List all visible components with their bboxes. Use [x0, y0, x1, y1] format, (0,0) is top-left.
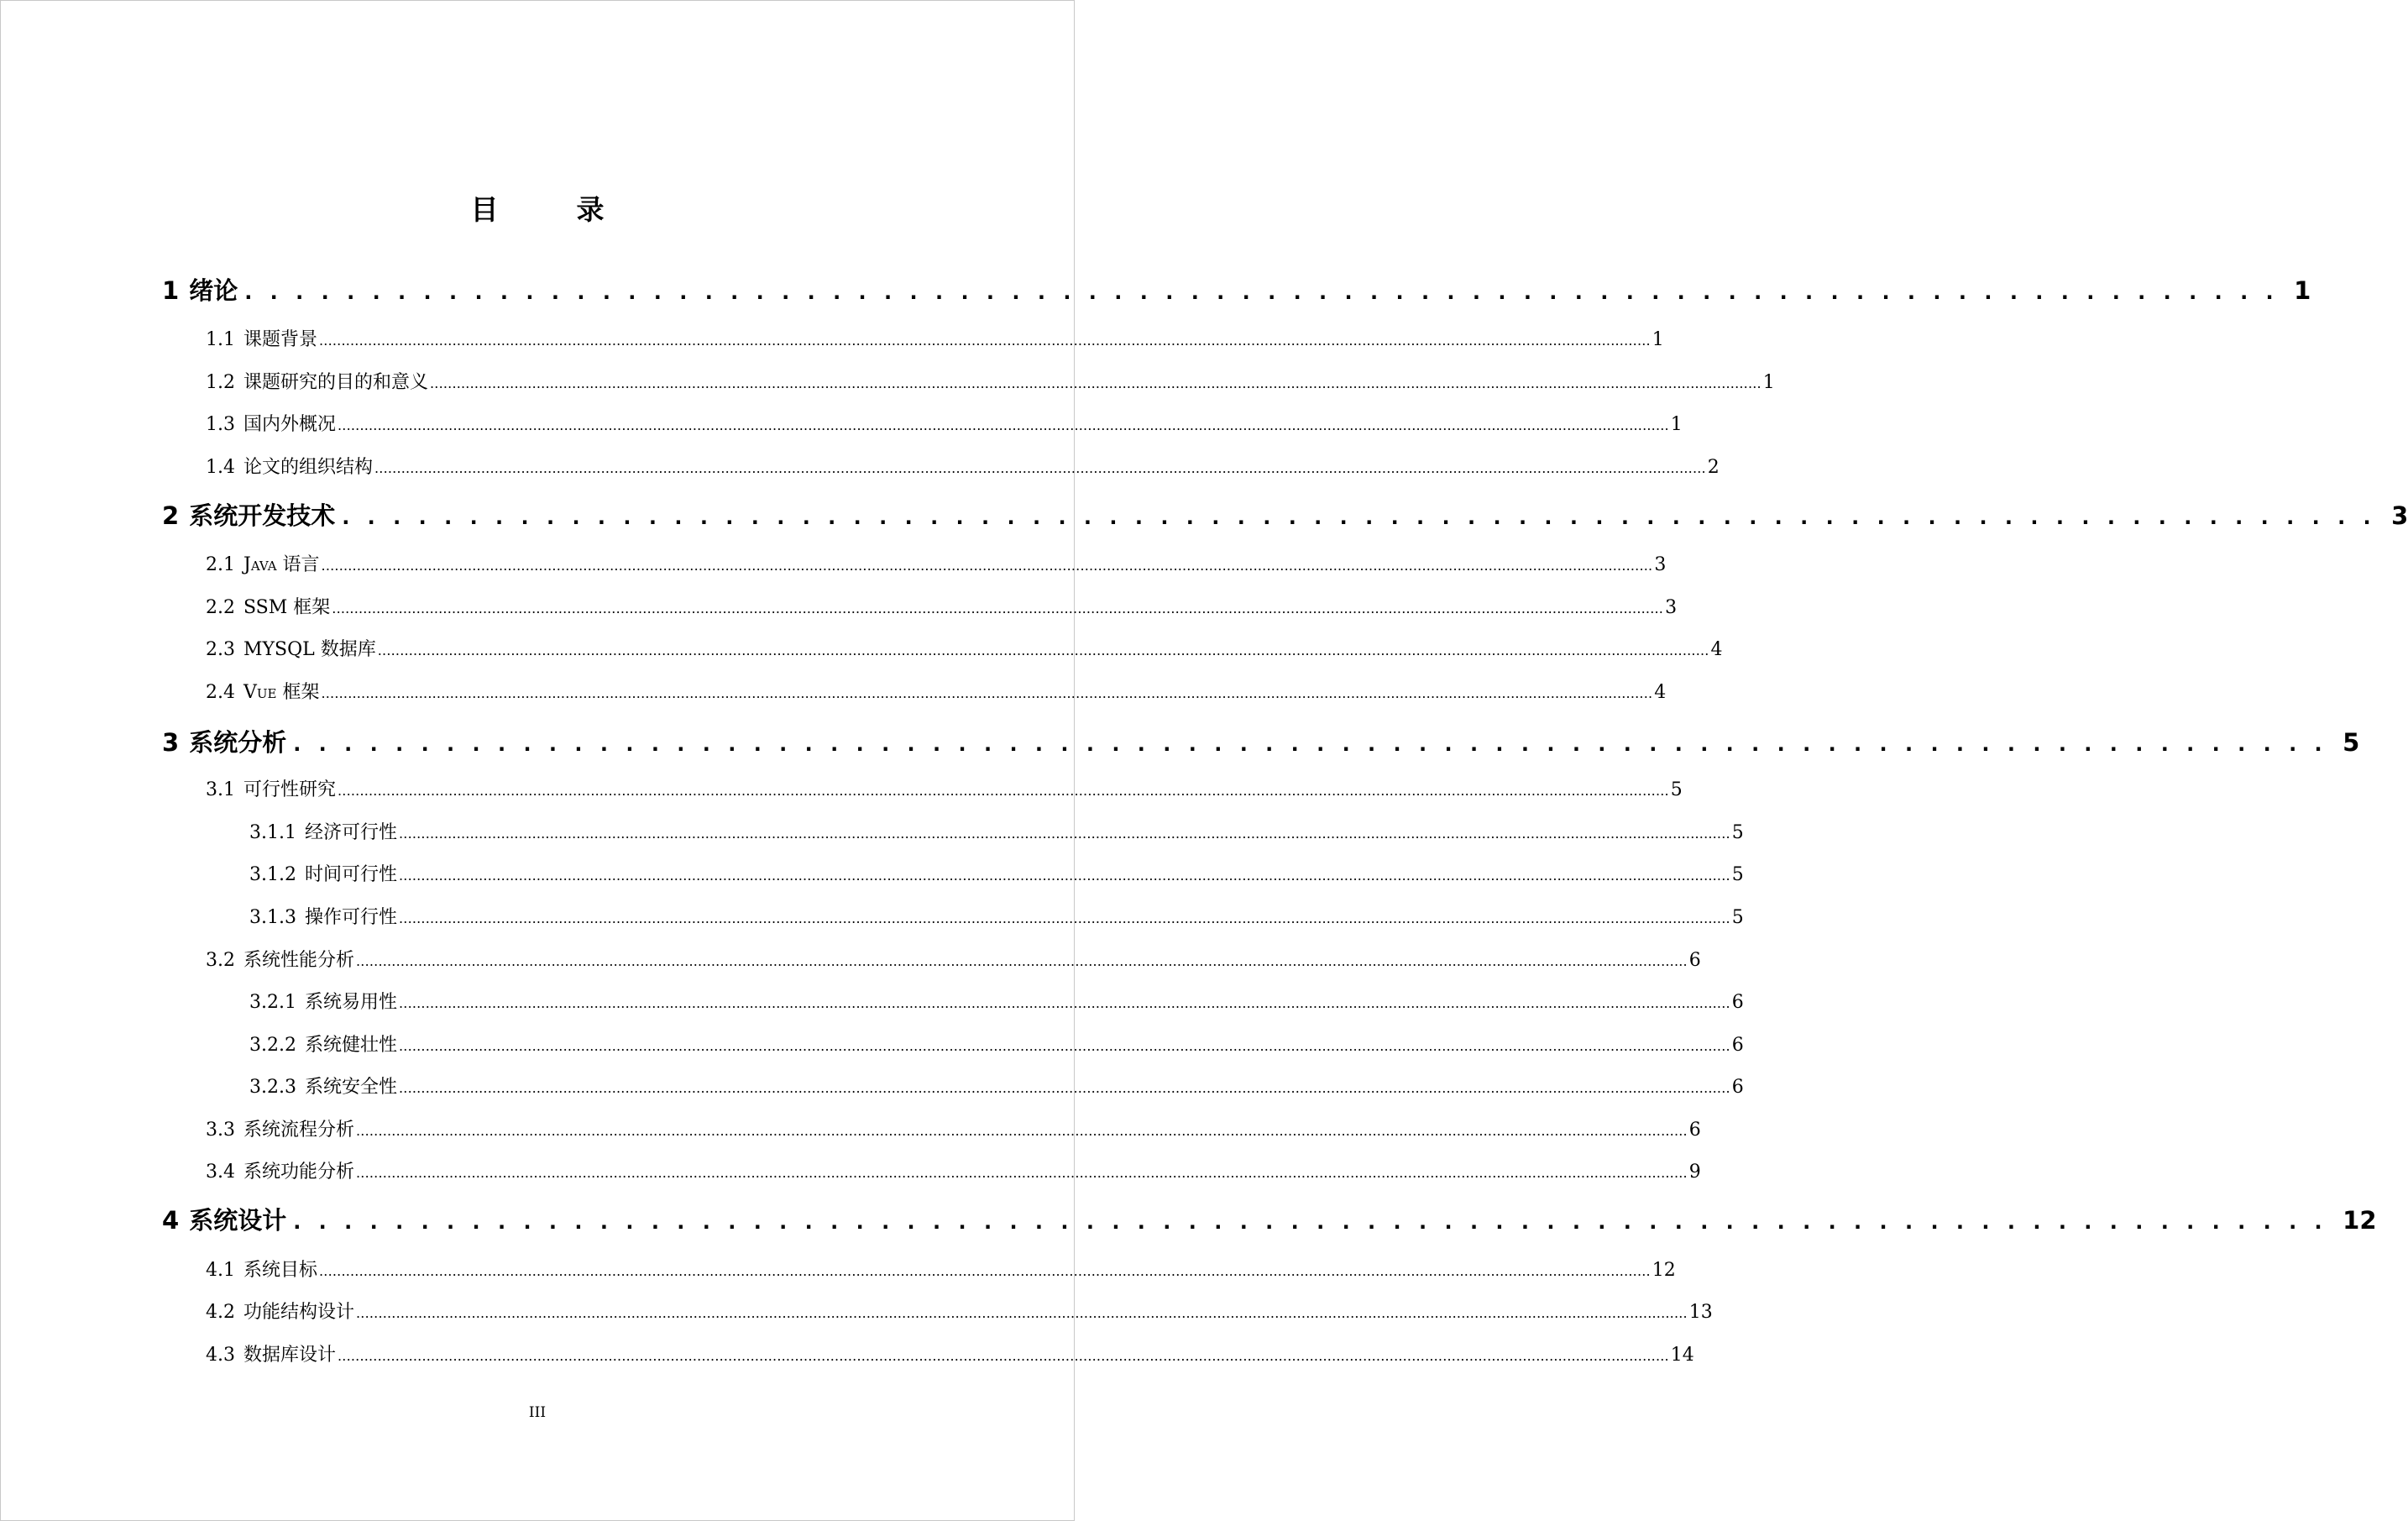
dot-leader: . . . . . . . . . . . . . . . . . . . . . . . . . . . . . . . . . . . . . . . . . . . . . . . . . . . . . . . . . . . . . . . . . . . . . . . . . . . . . . . . [342, 506, 2377, 529]
toc-entry-page: 6 [1731, 992, 1744, 1013]
toc-entry[interactable] [206, 945, 1701, 977]
dot-leader: ............................................................................................................................................................................................................................................................................................................ [377, 642, 1709, 658]
dot-leader: ............................................................................................................................................................................................................................................................................................................ [319, 1263, 1651, 1279]
toc-entry-label [206, 1297, 354, 1329]
dot-leader: ............................................................................................................................................................................................................................................................................................................ [399, 826, 1730, 842]
dot-leader: ............................................................................................................................................................................................................................................................................................................ [356, 1165, 1688, 1181]
toc-entry-page: 14 [1670, 1345, 1694, 1366]
toc-entry-title: 系统性能分析 [243, 950, 355, 971]
toc-entry-number: 1.3 [206, 414, 235, 435]
toc-entry-number: 3.2 [206, 950, 235, 971]
toc-entry-number: 2.3 [206, 639, 235, 660]
toc-entry-title: 系统流程分析 [243, 1120, 355, 1141]
toc-entry-number: 3.1 [206, 779, 235, 800]
toc-entry[interactable] [206, 1297, 1713, 1329]
toc-entry[interactable] [249, 1030, 1744, 1062]
toc-entry-page: 1 [1762, 372, 1775, 393]
toc-entry-page: 3 [1654, 554, 1667, 575]
toc-entry[interactable] [206, 634, 1723, 666]
toc-entry-page: 6 [1688, 950, 1701, 971]
toc-entry-title: 系统目标 [243, 1260, 318, 1281]
toc-entry[interactable] [249, 817, 1744, 849]
toc-entry-page: 9 [1688, 1162, 1701, 1183]
toc-entry[interactable] [162, 724, 2360, 761]
toc-entry[interactable] [249, 987, 1744, 1019]
dot-leader: ............................................................................................................................................................................................................................................................................................................ [332, 601, 1664, 616]
toc-entry-number: 4.2 [206, 1302, 235, 1323]
toc-entry-number: 2.2 [206, 597, 235, 618]
toc-entry[interactable] [206, 367, 1775, 399]
toc-entry[interactable] [206, 1115, 1701, 1146]
toc-entry-page: 2 [1707, 457, 1720, 478]
toc-entry-page: 1 [1652, 329, 1664, 350]
toc-entry-page: 1 [1670, 414, 1683, 435]
dot-leader: ............................................................................................................................................................................................................................................................................................................ [321, 558, 1653, 574]
dot-leader: ............................................................................................................................................................................................................................................................................................................ [374, 460, 1706, 476]
toc-entry-title: 时间可行性 [304, 864, 397, 885]
toc-entry-label [249, 1030, 397, 1062]
toc-entry-number: 3.2.2 [249, 1035, 296, 1056]
toc-entry-title: 操作可行性 [304, 907, 397, 928]
dot-leader: ............................................................................................................................................................................................................................................................................................................ [321, 685, 1653, 701]
toc-entry-number: 3 [162, 728, 180, 757]
toc-entry-title: 可行性研究 [243, 779, 337, 800]
toc-entry-number: 4.3 [206, 1345, 235, 1366]
toc-entry-page: 3 [2391, 501, 2408, 530]
toc-entry[interactable] [249, 859, 1744, 891]
toc-entry[interactable] [206, 1340, 1694, 1372]
toc-entry-page: 6 [1731, 1035, 1744, 1056]
toc-entry[interactable] [206, 1156, 1701, 1188]
toc-entry-title: Java 语言 [243, 554, 320, 575]
toc-entry-label [206, 409, 336, 441]
toc-entry-number: 2.1 [206, 554, 235, 575]
dot-leader: ............................................................................................................................................................................................................................................................................................................ [399, 1080, 1730, 1096]
toc-entry-label [206, 634, 376, 666]
toc-entry-label [162, 1202, 286, 1239]
toc-entry-label [162, 272, 238, 309]
toc-entry-page: 13 [1688, 1302, 1713, 1323]
toc-entry-label [206, 324, 317, 356]
dot-leader: ............................................................................................................................................................................................................................................................................................................ [399, 868, 1730, 884]
toc-entry-title: MYSQL 数据库 [243, 639, 376, 660]
toc-entry-title: 系统分析 [189, 728, 287, 757]
toc-entry-label [206, 677, 319, 709]
toc-entry-number: 3.1.1 [249, 822, 296, 843]
dot-leader: ............................................................................................................................................................................................................................................................................................................ [356, 1305, 1688, 1321]
toc-entry[interactable] [206, 409, 1683, 441]
toc-entry-label [206, 592, 330, 624]
dot-leader: ............................................................................................................................................................................................................................................................................................................ [319, 333, 1651, 349]
toc-entry-label [249, 817, 397, 849]
page-number: III [528, 1404, 547, 1421]
toc-entry-page: 5 [1670, 779, 1683, 800]
toc-entry[interactable] [206, 1255, 1676, 1287]
toc-entry[interactable] [206, 677, 1667, 709]
toc-entry-label [206, 1115, 354, 1146]
dot-leader: ............................................................................................................................................................................................................................................................................................................ [338, 783, 1669, 799]
dot-leader: . . . . . . . . . . . . . . . . . . . . . . . . . . . . . . . . . . . . . . . . . . . . . . . . . . . . . . . . . . . . . . . . . . . . . . . . . . . . . . . . [244, 281, 2280, 304]
dot-leader: ............................................................................................................................................................................................................................................................................................................ [430, 375, 1762, 391]
toc-entry-title: 课题背景 [243, 329, 318, 350]
toc-entry-label [249, 859, 397, 891]
toc-entry-number: 3.2.1 [249, 992, 296, 1013]
toc-entry-label [206, 549, 320, 581]
toc-entry-title: 论文的组织结构 [243, 457, 374, 478]
toc-entry-title: 系统安全性 [304, 1077, 397, 1098]
toc-entry[interactable] [206, 324, 1664, 356]
dot-leader: ............................................................................................................................................................................................................................................................................................................ [399, 995, 1730, 1011]
toc-entry[interactable] [206, 592, 1678, 624]
toc-entry-page: 4 [1710, 639, 1723, 660]
toc-entry-page: 1 [2294, 276, 2311, 305]
toc-entry-label [206, 452, 373, 484]
dot-leader: ............................................................................................................................................................................................................................................................................................................ [399, 910, 1730, 926]
toc-entry[interactable] [162, 497, 2408, 534]
toc-entry[interactable] [249, 1072, 1744, 1104]
toc-entry[interactable] [162, 272, 2311, 309]
toc-entry-number: 2.4 [206, 682, 235, 703]
toc-entry-title: 功能结构设计 [243, 1302, 355, 1323]
toc-entry-number: 3.2.3 [249, 1077, 296, 1098]
toc-entry-number: 1 [162, 276, 180, 305]
toc-entry-title: 系统开发技术 [189, 501, 336, 530]
toc-entry-label [162, 724, 286, 761]
toc-entry-page: 5 [1731, 907, 1744, 928]
toc-entry-page: 12 [1652, 1260, 1676, 1281]
toc-entry[interactable] [249, 902, 1744, 934]
dot-leader: ............................................................................................................................................................................................................................................................................................................ [356, 953, 1688, 969]
toc-entry-number: 1.1 [206, 329, 235, 350]
toc-entry-number: 3.3 [206, 1120, 235, 1141]
toc-entry-label [249, 1072, 397, 1104]
toc-entry-title: 系统易用性 [304, 992, 397, 1013]
toc-entry-number: 2 [162, 501, 180, 530]
toc-entry[interactable] [162, 1202, 2377, 1239]
toc-entry-number: 1.4 [206, 457, 235, 478]
toc-entry-label [206, 1255, 317, 1287]
toc-entry-page: 5 [1731, 822, 1744, 843]
toc-entry-title: Vue 框架 [243, 682, 320, 703]
toc-entry-title: 课题研究的目的和意义 [243, 372, 429, 393]
toc-entry-number: 4 [162, 1206, 180, 1235]
toc-entry-label [206, 774, 336, 806]
toc-entry-label [249, 902, 397, 934]
dot-leader: ............................................................................................................................................................................................................................................................................................................ [338, 417, 1669, 433]
toc-entry-title: 数据库设计 [243, 1345, 337, 1366]
toc-entry-label [206, 367, 428, 399]
toc-entry-title: 国内外概况 [243, 414, 337, 435]
dot-leader: ............................................................................................................................................................................................................................................................................................................ [338, 1348, 1669, 1364]
toc-entry-title: 绪论 [189, 276, 238, 305]
toc-entry[interactable] [206, 549, 1667, 581]
toc-entry-title: SSM 框架 [243, 597, 331, 618]
toc-entry-page: 4 [1654, 682, 1667, 703]
toc-entry-page: 12 [2343, 1206, 2377, 1235]
toc-entry-page: 3 [1665, 597, 1678, 618]
toc-entry-number: 1.2 [206, 372, 235, 393]
toc-entry-title: 系统功能分析 [243, 1162, 355, 1183]
toc-entry-number: 3.4 [206, 1162, 235, 1183]
dot-leader: . . . . . . . . . . . . . . . . . . . . . . . . . . . . . . . . . . . . . . . . . . . . . . . . . . . . . . . . . . . . . . . . . . . . . . . . . . . . . . . . [293, 732, 2328, 756]
dot-leader: . . . . . . . . . . . . . . . . . . . . . . . . . . . . . . . . . . . . . . . . . . . . . . . . . . . . . . . . . . . . . . . . . . . . . . . . . . . . . . . . [293, 1210, 2328, 1234]
toc-entry-label [206, 945, 354, 977]
toc-entry-label [249, 987, 397, 1019]
toc-entry-number: 4.1 [206, 1260, 235, 1281]
toc-entry-title: 经济可行性 [304, 822, 397, 843]
toc-entry-number: 3.1.3 [249, 907, 296, 928]
toc-entry-label [162, 497, 335, 534]
toc-entry-page: 6 [1731, 1077, 1744, 1098]
toc-entry-label [206, 1340, 336, 1372]
toc-entry[interactable] [206, 452, 1720, 484]
toc-entry-number: 3.1.2 [249, 864, 296, 885]
toc-entry-label [206, 1156, 354, 1188]
toc-entry-title: 系统健壮性 [304, 1035, 397, 1056]
toc-entry-page: 5 [1731, 864, 1744, 885]
dot-leader: ............................................................................................................................................................................................................................................................................................................ [356, 1123, 1688, 1139]
toc-title: 目 录 [470, 193, 630, 226]
toc-entry-title: 系统设计 [189, 1206, 287, 1235]
dot-leader: ............................................................................................................................................................................................................................................................................................................ [399, 1038, 1730, 1054]
toc-entry-page: 6 [1688, 1120, 1701, 1141]
toc-entry-page: 5 [2343, 728, 2360, 757]
toc-entry[interactable] [206, 774, 1683, 806]
